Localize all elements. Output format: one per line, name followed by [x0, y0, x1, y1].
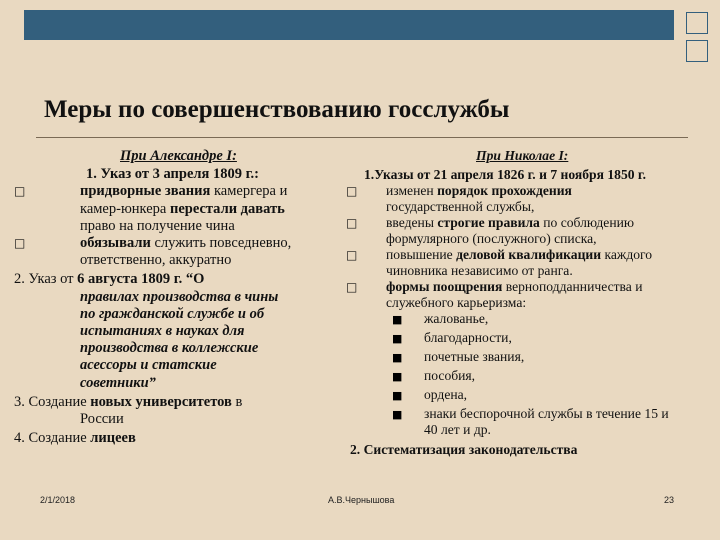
- b1-bold: придворные звания: [80, 183, 211, 200]
- left-italic-1: правилах производства в чины: [80, 288, 279, 305]
- b2-l1b: служить повседневно,: [154, 235, 292, 252]
- item2b: 6 августа 1809 г.: [77, 271, 183, 288]
- left-bullet-2-line2: ответственно, аккуратно: [80, 252, 232, 269]
- footer-page-number: 23: [664, 495, 675, 505]
- rb3a: повышение: [386, 247, 457, 262]
- title-divider: [36, 137, 688, 138]
- left-italic-6: советники”: [80, 374, 156, 391]
- rb2a: введены: [386, 215, 438, 230]
- right-sub-6-line2: 40 лет и др.: [424, 422, 491, 437]
- rb2b: строгие правила: [437, 215, 540, 230]
- right-bullet-1: [346, 183, 716, 199]
- rb1a: изменен: [386, 183, 438, 198]
- rb4a: формы поощрения: [386, 279, 503, 294]
- item2c: “О: [182, 271, 205, 288]
- b2-l1a: обязывали: [80, 235, 155, 252]
- left-item-3-line2: России: [80, 411, 124, 428]
- decor-square-top: [686, 12, 708, 34]
- right-bullet-4: [346, 279, 716, 295]
- hollow-square-bullet-icon: □: [346, 184, 358, 198]
- slide-title: Меры по совершенствованию госслужбы: [44, 96, 510, 123]
- hollow-square-bullet-icon: □: [346, 216, 358, 230]
- item2a: 2. Указ от: [14, 271, 78, 288]
- hollow-square-bullet-icon: □: [346, 280, 358, 294]
- filled-square-bullet-icon: ■: [392, 370, 403, 383]
- hollow-square-bullet-icon: □: [14, 184, 26, 199]
- decor-square-bottom: [686, 40, 708, 62]
- right-bullet-1-line2: государственной службы,: [386, 199, 535, 214]
- right-bullet-2: [346, 215, 716, 231]
- right-sub-1: [346, 311, 716, 327]
- rb3c: каждого: [601, 247, 653, 262]
- filled-square-bullet-icon: ■: [392, 351, 403, 364]
- left-italic-5: асессоры и статские: [80, 357, 217, 374]
- b1-rest: камергера и: [210, 183, 288, 200]
- filled-square-bullet-icon: ■: [392, 408, 403, 421]
- sub-text-1: жалованье,: [424, 311, 489, 326]
- rb4b: верноподданничества и: [502, 279, 643, 294]
- item4a: 4. Создание: [14, 430, 91, 447]
- filled-square-bullet-icon: ■: [392, 332, 403, 345]
- left-bullet-2: [14, 235, 344, 252]
- sub-text-5: ордена,: [424, 387, 468, 402]
- right-bullet-3-line2: чиновника независимо от ранга.: [386, 263, 573, 278]
- right-sub-4: [346, 368, 716, 384]
- left-item-1-text: 1. Указ от 3 апреля 1809 г.:: [86, 166, 260, 183]
- right-sub-6: [346, 406, 716, 422]
- item3a: 3. Создание: [14, 393, 91, 410]
- sub-text-2: благодарности,: [424, 330, 512, 345]
- left-item-2: [14, 271, 344, 288]
- right-column: [346, 148, 716, 458]
- left-item-3: [14, 394, 344, 411]
- left-italic-2: по гражданской службе и об: [80, 305, 265, 322]
- right-item-2: [346, 442, 716, 458]
- header-bar: [24, 10, 674, 40]
- left-bullet-1: [14, 183, 344, 200]
- item3c: в: [231, 393, 243, 410]
- left-bullet-1-line3: право на получение чина: [80, 217, 235, 234]
- left-column: [14, 148, 344, 447]
- left-item-1: [14, 166, 344, 183]
- sub-text-6: знаки беспорочной службы в течение 15 и: [424, 406, 669, 421]
- hollow-square-bullet-icon: □: [346, 248, 358, 262]
- rb3b: деловой квалификации: [456, 247, 602, 262]
- right-item-1-text: 1.Указы от 21 апреля 1826 г. и 7 ноября 1850 г.: [364, 167, 646, 182]
- rb2c: по соблюдению: [539, 215, 635, 230]
- right-heading: При Николае I:: [476, 148, 569, 163]
- left-item-4: [14, 430, 344, 447]
- item4b: лицеев: [90, 430, 136, 447]
- footer-author: А.В.Чернышова: [328, 495, 395, 505]
- left-italic-4: производства в коллежские: [80, 340, 259, 357]
- sub-text-3: почетные звания,: [424, 349, 525, 364]
- b1-l2b: перестали давать: [169, 200, 285, 217]
- left-italic-3: испытаниях в науках для: [80, 323, 245, 340]
- right-item-1: [346, 167, 716, 183]
- right-item-2-text: 2. Систематизация законодательства: [350, 442, 578, 457]
- right-bullet-3: [346, 247, 716, 263]
- item3b: новых университетов: [90, 393, 232, 410]
- footer-date: 2/1/2018: [40, 495, 76, 505]
- sub-text-4: пособия,: [424, 368, 476, 383]
- b1-l2a: камер-юнкера: [80, 200, 170, 217]
- hollow-square-bullet-icon: □: [14, 236, 26, 251]
- right-sub-5: [346, 387, 716, 403]
- right-sub-3: [346, 349, 716, 365]
- left-bullet-1-line2: [14, 201, 344, 218]
- right-bullet-2-line2: формулярного (послужного) списка,: [386, 231, 597, 246]
- left-heading: При Александре I:: [120, 148, 237, 164]
- right-bullet-4-line2: служебного карьеризма:: [386, 295, 527, 310]
- rb1b: порядок прохождения: [437, 183, 572, 198]
- right-sub-2: [346, 330, 716, 346]
- filled-square-bullet-icon: ■: [392, 313, 403, 326]
- filled-square-bullet-icon: ■: [392, 389, 403, 402]
